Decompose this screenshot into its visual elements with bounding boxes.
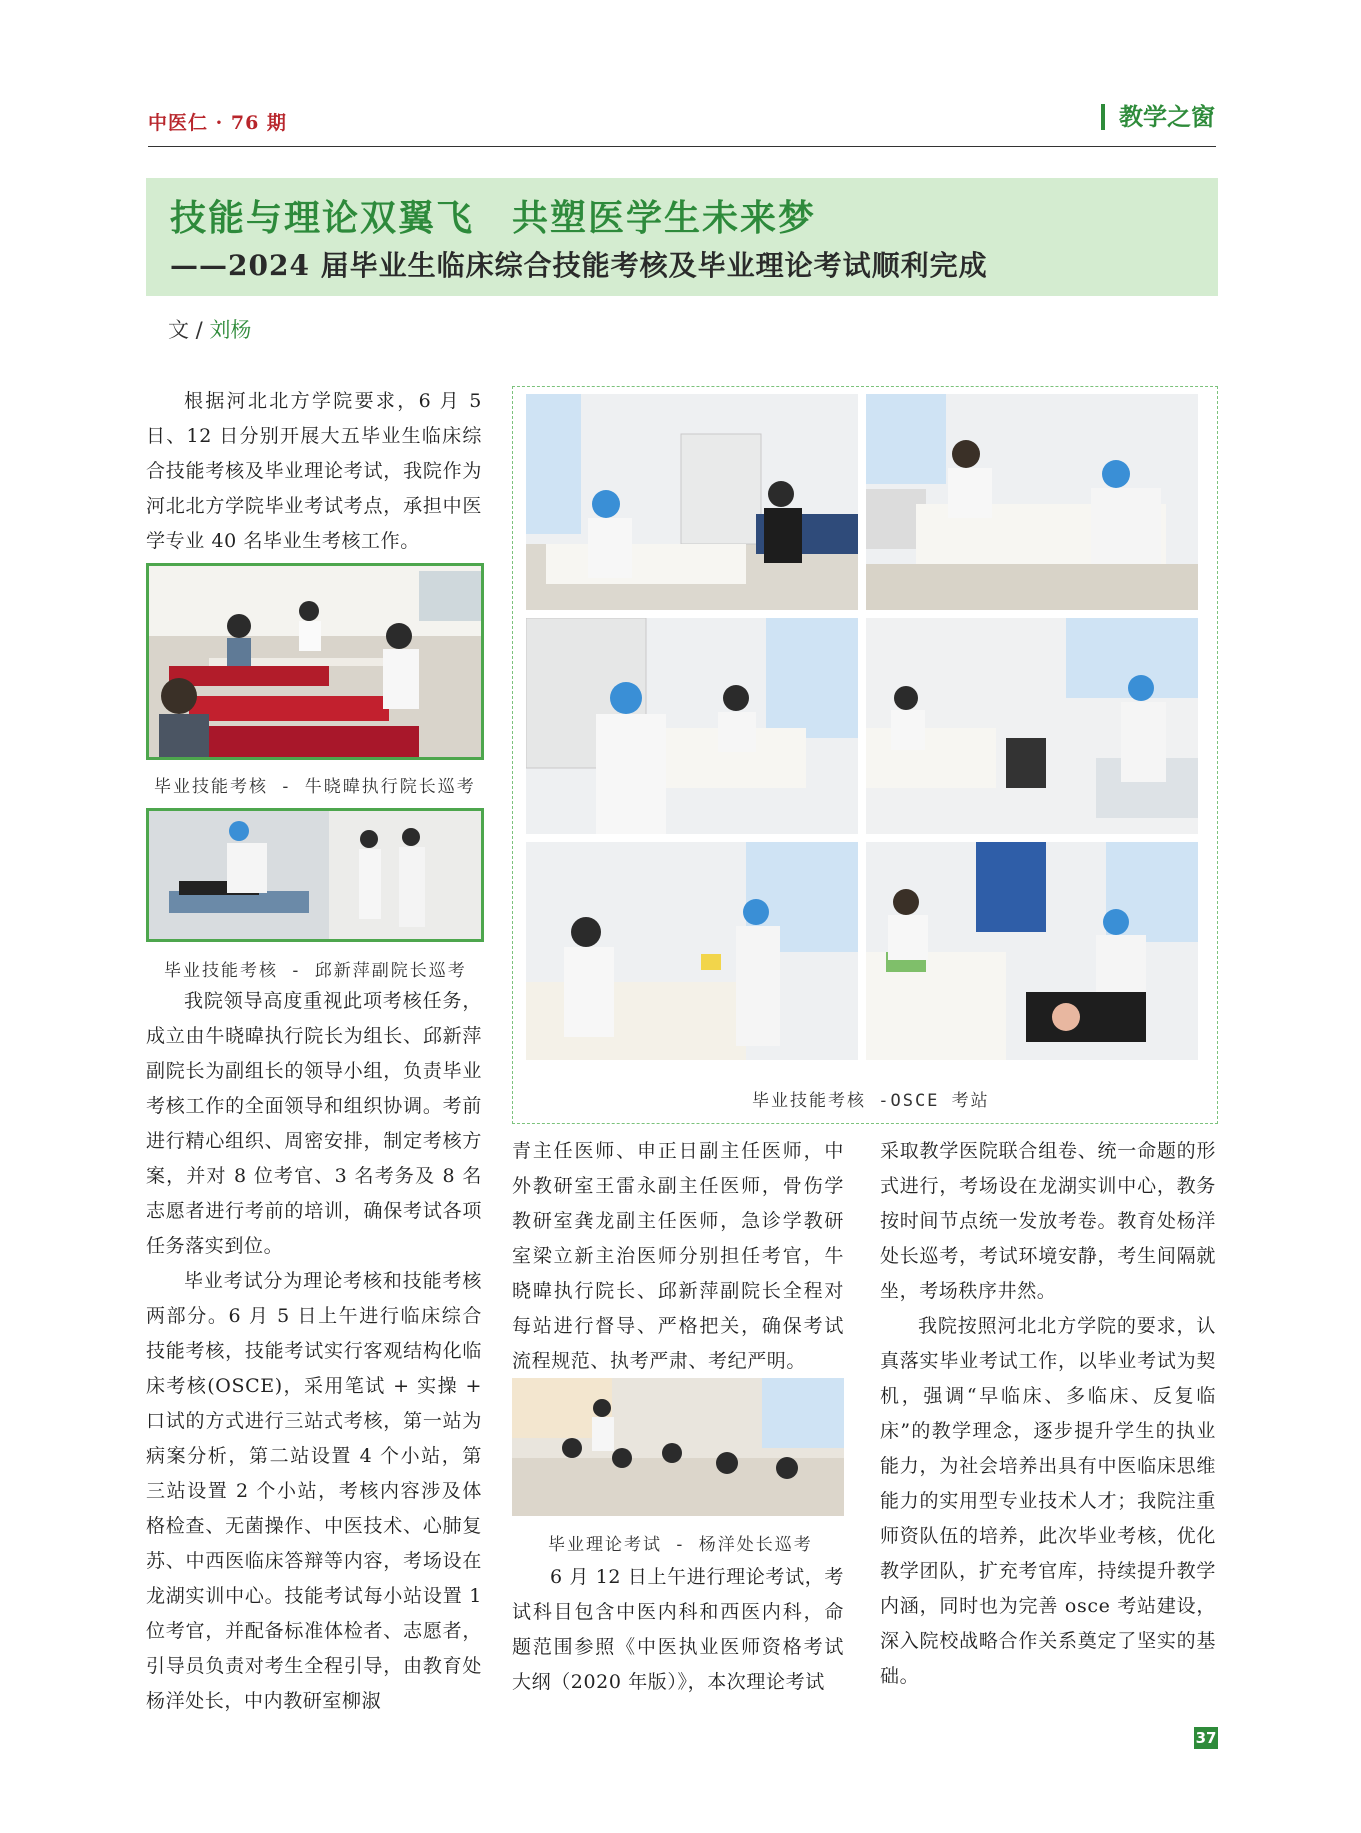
page-number: 37 <box>1195 1729 1217 1747</box>
col2-paragraph-2: 6 月 12 日上午进行理论考试，考试科目包含中医内科和西医内科，命题范围参照《中医执业医师资格考试大纲（2020 年版）》，本次理论考试 <box>512 1566 844 1693</box>
col2-paragraph-1: 青主任医师、申正日副主任医师，中外教研室王雷永副主任医师，骨伤学教研室龚龙副主任医师，急诊学教研室梁立新主治医师分别担任考官，牛晓暐执行院长、邱新萍副院长全程对每站进行督导、严格把关，确保考试流程规范、执考严肃、考纪严明。 <box>512 1140 844 1372</box>
photo1-caption: 毕业技能考核 - 牛晓暐执行院长巡考 <box>154 777 476 797</box>
col1-paragraph-3: 毕业考试分为理论考核和技能考核两部分。6 月 5 日上午进行临床综合技能考核，技能考试实行客观结构化临床考核(OSCE)，采用笔试 + 实操 + 口试的方式进行三站式考核，第一站为病案分析，第二站设置 4 个小站，第三站设置 2 个小站，考核内容涉及体格检查、无菌操作、中医技术、心肺复苏、中西医临床答辩等内容，考场设在龙湖实训中心。技能考试每小站设置 1 位考官，并配备标准体检者、志愿者，引导员负责对考生全程引导，由教育处杨洋处长，中内教研室柳淑 <box>146 1270 482 1712</box>
col3-body <box>880 1134 1216 1694</box>
photo2-caption: 毕业技能考核 - 邱新萍副院长巡考 <box>164 961 467 981</box>
osce-photo-2 <box>866 394 1198 610</box>
osce-photo-5 <box>526 842 858 1060</box>
photo-theory-exam <box>512 1378 844 1516</box>
issue-label: 中医仁 · 76 期 <box>148 112 287 134</box>
col2-body-bottom <box>512 1560 844 1700</box>
header-divider <box>148 146 1216 147</box>
photo-bedside-exam <box>146 808 484 942</box>
osce-photo-1 <box>526 394 858 610</box>
photo3-caption: 毕业理论考试 - 杨洋处长巡考 <box>548 1535 813 1555</box>
article-subtitle: ——2024 届毕业生临床综合技能考核及毕业理论考试顺利完成 <box>170 249 988 282</box>
section-label: 教学之窗 <box>1101 104 1215 130</box>
col3-paragraph-1: 采取教学医院联合组卷、统一命题的形式进行，考场设在龙湖实训中心，教务按时间节点统一发放考卷。教育处杨洋处长巡考，考试环境安静，考生间隔就坐，考场秩序井然。 <box>880 1140 1216 1302</box>
photo-classroom-inspection <box>146 563 484 760</box>
osce-photo-6 <box>866 842 1198 1060</box>
byline-prefix: 文 / <box>168 318 210 342</box>
col2-body-top <box>512 1134 844 1379</box>
col1-paragraph-2: 我院领导高度重视此项考核任务，成立由牛晓暐执行院长为组长、邱新萍副院长为副组长的领导小组，负责毕业考核工作的全面领导和组织协调。考前进行精心组织、周密安排，制定考核方案，并对 8 位考官、3 名考务及 8 名志愿者进行考前的培训，确保考试各项任务落实到位。 <box>146 990 482 1257</box>
article-title: 技能与理论双翼飞 共塑医学生未来梦 <box>170 197 817 239</box>
author-name: 刘杨 <box>209 318 252 342</box>
col1-intro <box>146 384 482 559</box>
osce-photo-4 <box>866 618 1198 834</box>
osce-photo-3 <box>526 618 858 834</box>
col3-paragraph-2: 我院按照河北北方学院的要求，认真落实毕业考试工作，以毕业考试为契机，强调“早临床、多临床、反复临床”的教学理念，逐步提升学生的执业能力，为社会培养出具有中医临床思维能力的实用型专业技术人才；我院注重师资队伍的培养，此次毕业考核，优化教学团队，扩充考官库，持续提升教学内涵，同时也为完善 osce 考站建设，深入院校战略合作关系奠定了坚实的基础。 <box>880 1315 1216 1687</box>
col1-body <box>146 984 482 1719</box>
col1-paragraph-1: 根据河北北方学院要求，6 月 5 日、12 日分别开展大五毕业生临床综合技能考核及毕业理论考试，我院作为河北北方学院毕业考试考点，承担中医学专业 40 名毕业生考核工作。 <box>146 390 482 552</box>
osce-grid-caption: 毕业技能考核 -OSCE 考站 <box>752 1091 990 1111</box>
byline <box>168 314 251 344</box>
